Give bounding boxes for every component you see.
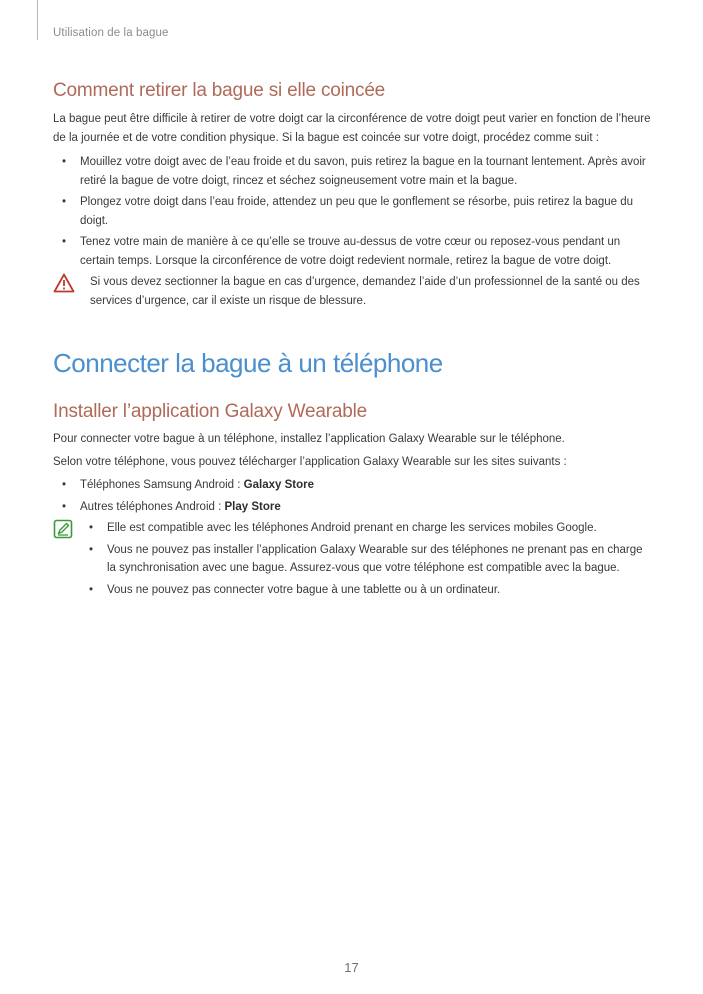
bullet: •: [62, 479, 67, 491]
bullet: •: [62, 500, 67, 513]
bullet: •: [62, 236, 67, 248]
store-label: Téléphones Samsung Android :: [80, 479, 244, 491]
remove-ring-heading: Comment retirer la bague si elle coincée: [53, 80, 386, 101]
bullet: •: [89, 543, 94, 556]
note-list: [80, 519, 651, 599]
list-item: [80, 581, 651, 600]
list-item: [53, 153, 651, 190]
list-item: [80, 541, 651, 578]
note-icon: [53, 519, 73, 539]
list-item: [80, 519, 651, 538]
caution-block: [53, 273, 651, 310]
remove-ring-intro: La bague peut être difficile à retirer de votre doigt car la circonférence de votre doigt peut varier en fonction de l’heure de la journée et de votre condition physique. Si la bague est coincée sur votre doigt, procédez comme suit :: [53, 113, 651, 144]
install-line-1: Pour connecter votre bague à un téléphone, installez l’application Galaxy Wearable sur le téléphone.: [53, 433, 565, 445]
store-label: Autres téléphones Android :: [80, 500, 225, 513]
list-item-text: Vous ne pouvez pas installer l’application Galaxy Wearable sur des téléphones ne prenant pas en charge la synchronisation avec une bague. Assurez-vous que votre téléphone est compatible avec la bague.: [107, 543, 643, 574]
header-divider: [37, 0, 38, 40]
bullet: •: [62, 156, 67, 168]
list-item-text: Tenez votre main de manière à ce qu’elle se trouve au-dessus de votre cœur ou reposez-vous pendant un certain temps. Lorsque la circonférence de votre doigt redevient normale, retirez la bague de votre doigt.: [80, 236, 621, 267]
page-content: [53, 80, 651, 602]
install-app-heading: Installer l’application Galaxy Wearable: [53, 401, 367, 422]
store-list: [53, 476, 651, 516]
list-item: [53, 498, 651, 517]
bullet: •: [89, 583, 94, 596]
store-name: Galaxy Store: [243, 479, 314, 491]
remove-steps-list: [53, 153, 651, 270]
connect-chapter-heading: Connecter la bague à un téléphone: [53, 348, 443, 378]
list-item-text: Elle est compatible avec les téléphones Android prenant en charge les services mobiles Google.: [107, 522, 597, 534]
store-name: Play Store: [224, 500, 281, 513]
note-block: [53, 519, 651, 599]
list-item: [53, 476, 651, 495]
caution-text: Si vous devez sectionner la bague en cas d’urgence, demandez l’aide d’un professionnel de la santé ou des services d’urgence, car il existe un risque de blessure.: [90, 276, 640, 307]
page-number: 17: [344, 960, 359, 975]
warning-icon: [53, 273, 75, 293]
bullet: •: [62, 196, 67, 208]
list-item-text: Vous ne pouvez pas connecter votre bague à une tablette ou à un ordinateur.: [107, 583, 501, 596]
running-header: Utilisation de la bague: [53, 27, 169, 39]
bullet: •: [89, 522, 94, 534]
list-item-text: Plongez votre doigt dans l’eau froide, attendez un peu que le gonflement se résorbe, puis retirez la bague du doigt.: [80, 196, 634, 227]
install-line-2: Selon votre téléphone, vous pouvez télécharger l’application Galaxy Wearable sur les sites suivants :: [53, 455, 567, 468]
list-item: [53, 193, 651, 230]
list-item: [53, 233, 651, 270]
list-item-text: Mouillez votre doigt avec de l’eau froide et du savon, puis retirez la bague en la tournant lentement. Après avoir retiré la bague de votre doigt, rincez et séchez soigneusement votre main et la bague.: [80, 156, 646, 187]
